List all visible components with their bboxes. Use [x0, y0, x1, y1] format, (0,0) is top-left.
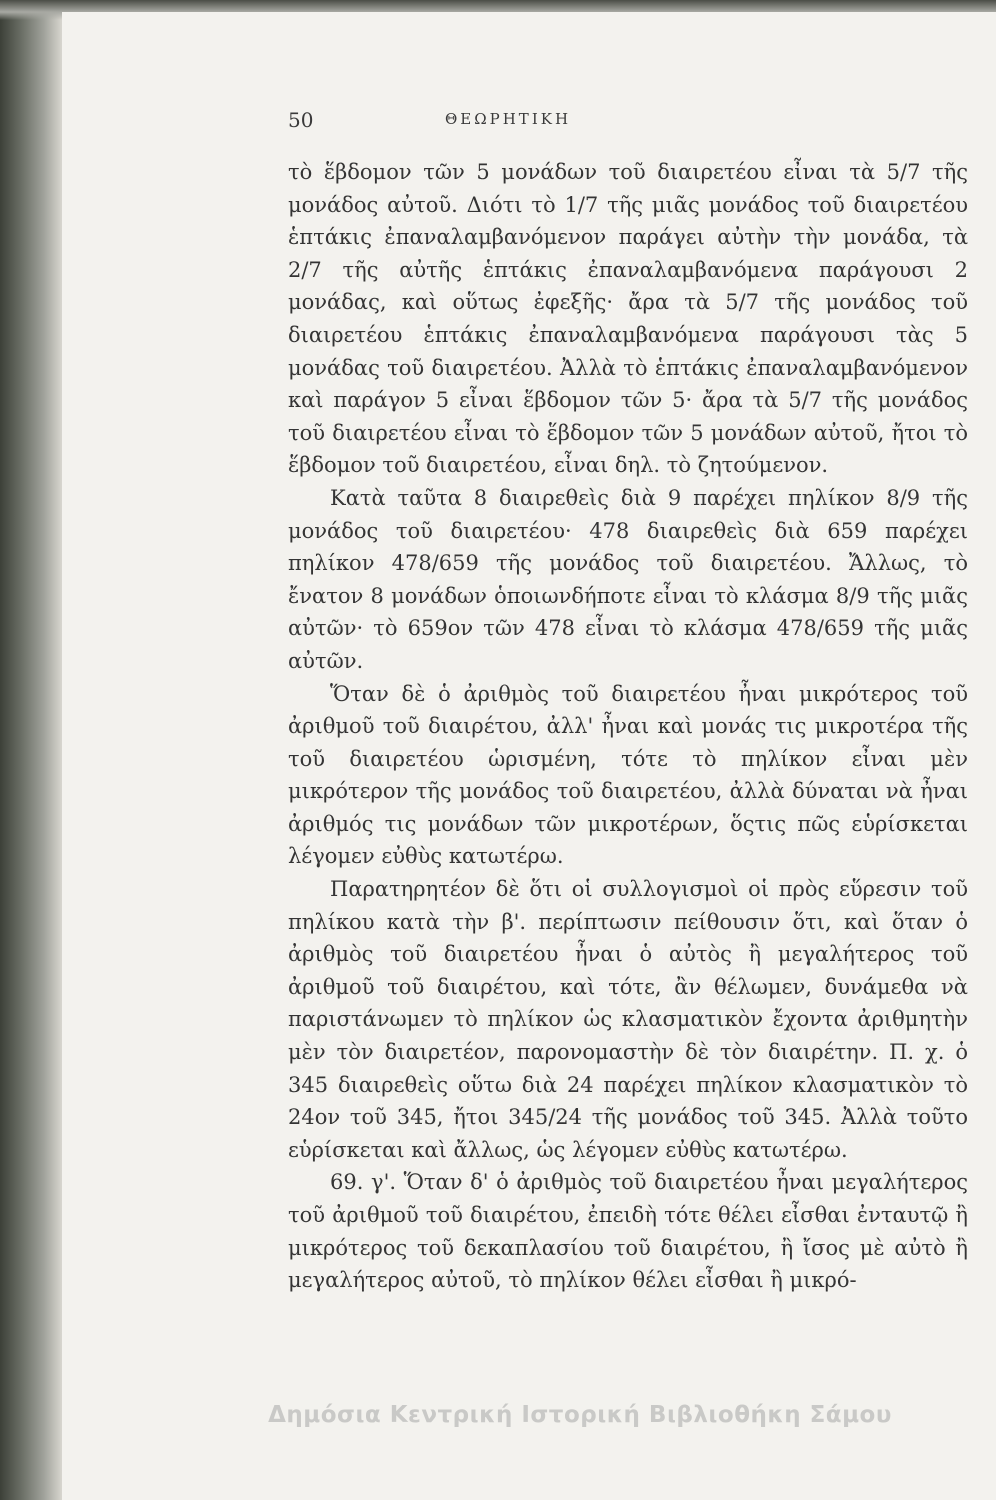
paragraph: Ὅταν δὲ ὁ ἀριθμὸς τοῦ διαιρετέου ἦναι μικρότερος τοῦ ἀριθμοῦ τοῦ διαιρέτου, ἀλλ' ἦναι καὶ μονάς τις μικροτέρα τῆς τοῦ διαιρετέου ὡρισμένη, τότε τὸ πηλίκον εἶναι μὲν μικρότερον τῆς μονάδος τοῦ διαιρετέου, ἀλλὰ δύναται νὰ ἦναι ἀριθμός τις μονάδων τῶν μικροτέρων, ὅςτις πῶς εὑρίσκεται λέγομεν εὐθὺς κατωτέρω.: [288, 681, 968, 869]
paragraph: Παρατηρητέον δὲ ὅτι οἱ συλλογισμοὶ οἱ πρὸς εὕρεσιν τοῦ πηλίκου κατὰ τὴν β'. περίπτωσιν πείθουσιν ὅτι, καὶ ὅταν ὁ ἀριθμὸς τοῦ διαιρετέου ἦναι ὁ αὐτὸς ἢ μεγαλήτερος τοῦ ἀριθμοῦ τοῦ διαιρέτου, καὶ τότε, ἂν θέλωμεν, δυνάμεθα νὰ παριστάνωμεν τὸ πηλίκον ὡς κλασματικὸν ἔχοντα ἀριθμητὴν μὲν τὸν διαιρετέον, παρονομαστὴν δὲ τὸν διαιρέτην. Π. χ. ὁ 345 διαιρεθεὶς οὕτω διὰ 24 παρέχει πηλίκον κλασματικὸν τὸ 24ον τοῦ 345, ἤτοι 345/24 τῆς μονάδος τοῦ 345. Ἀλλὰ τοῦτο εὑρίσκεται καὶ ἄλλως, ὡς λέγομεν εὐθὺς κατωτέρω.: [288, 877, 968, 1162]
running-title: ΘΕΩΡΗΤΙΚΗ: [444, 110, 572, 128]
body-text: [288, 156, 968, 1426]
scan-binding-edge: [0, 0, 62, 1500]
page-number: 50: [288, 108, 314, 132]
paragraph: τὸ ἕβδομον τῶν 5 μονάδων τοῦ διαιρετέου εἶναι τὰ 5/7 τῆς μονάδος αὐτοῦ. Διότι τὸ 1/7 τῆς μιᾶς μονάδος τοῦ διαιρετέου ἑπτάκις ἐπαναλαμβανόμενον παράγει αὐτὴν τὴν μονάδα, τὰ 2/7 τῆς αὐτῆς ἑπτάκις ἐπαναλαμβανόμενα παράγουσι 2 μονάδας, καὶ οὕτως ἐφεξῆς· ἄρα τὰ 5/7 τῆς μονάδος τοῦ διαιρετέου ἑπτάκις ἐπαναλαμβανόμενα παράγουσι τὰς 5 μονάδας τοῦ διαιρετέου. Ἀλλὰ τὸ ἑπτάκις ἐπαναλαμβανόμενον καὶ παράγον 5 εἶναι ἕβδομον τῶν 5· ἄρα τὰ 5/7 τῆς μονάδος τοῦ διαιρετέου εἶναι τὸ ἕβδομον τῶν 5 μονάδων αὐτοῦ, ἤτοι τὸ ἕβδομον τοῦ διαιρετέου, εἶναι δηλ. τὸ ζητούμενον.: [288, 160, 968, 478]
page-header: [288, 108, 728, 138]
paragraph: Κατὰ ταῦτα 8 διαιρεθεὶς διὰ 9 παρέχει πηλίκον 8/9 τῆς μονάδος τοῦ διαιρετέου· 478 διαιρεθεὶς διὰ 659 παρέχει πηλίκον 478/659 τῆς μονάδος τοῦ διαιρετέου. Ἄλλως, τὸ ἔνατον 8 μονάδων ὁποιωνδήποτε εἶναι τὸ κλάσμα 8/9 τῆς μιᾶς αὐτῶν· τὸ 659ον τῶν 478 εἶναι τὸ κλάσμα 478/659 τῆς μιᾶς αὐτῶν.: [288, 485, 968, 673]
paragraph: 69. γ'. Ὅταν δ' ὁ ἀριθμὸς τοῦ διαιρετέου ἦναι μεγαλήτερος τοῦ ἀριθμοῦ τοῦ διαιρέτου, ἐπειδὴ τότε θέλει εἶσθαι ἐνταυτῷ ἢ μικρότερος τοῦ δεκαπλασίου τοῦ διαιρέτου, ἢ ἴσος μὲ αὐτὸ ἢ μεγαλήτερος αὐτοῦ, τὸ πηλίκον θέλει εἶσθαι ἢ μικρό-: [288, 1170, 968, 1293]
library-watermark: Δημόσια Κεντρική Ιστορική Βιβλιοθήκη Σάμου: [268, 1402, 892, 1428]
